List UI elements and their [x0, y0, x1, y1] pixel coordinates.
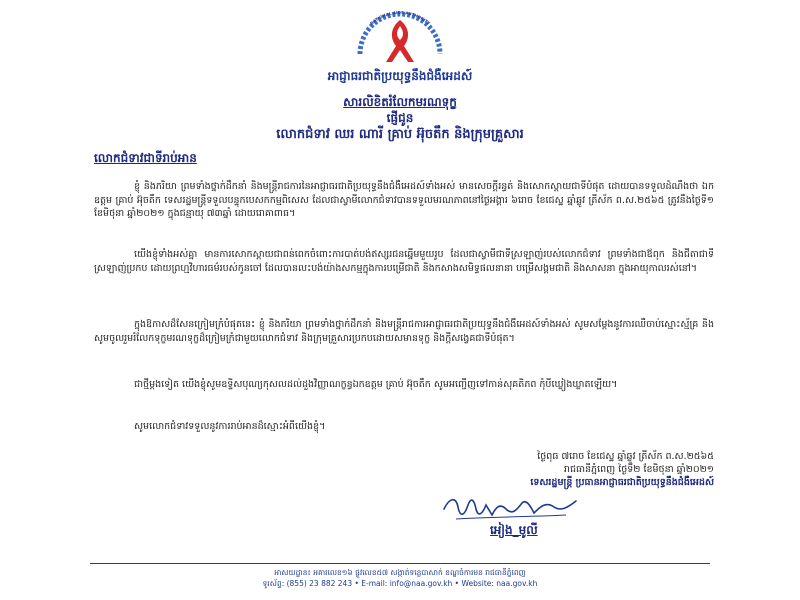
paragraph-text: ជាថ្មីម្តងទៀត យើងខ្ញុំសូមឧទ្ទិសបុណ្យកុសលដល់ដួងវិញ្ញាណក្ខន្ធឯកឧត្តម គ្រាប់ អ៊ុចតឹក សូមអញ្ជើញទៅកាន់សុគតិភព កុំបីឃ្លៀងឃ្លាតឡើយ។ [134, 379, 618, 390]
signer-title: ទេសរដ្ឋមន្រ្តី ប្រធានអាជ្ញាធរជាតិប្រយុទ្ធនឹងជំងឺអេដស៍ [530, 477, 714, 488]
logo-arc-text: NATIONAL AIDS AUTHORITY [368, 9, 432, 26]
organization-logo [340, 6, 460, 66]
paragraph-1 [94, 180, 714, 221]
paragraph-text: ខ្ញុំ និងភរិយា ព្រមទាំងថ្នាក់ដឹកនាំ និងមន្រ្តីរាជការនៃអាជ្ញាធរជាតិប្រយុទ្ធនឹងជំងឺអេដស៍ទាំងអស់ មានសេចក្តីរន្ធត់ និងសោកស្តាយជាទីបំផុត ដោយបានទទួលដំណឹងថា ឯកឧត្តម គ្រាប់ អ៊ុចតឹក ទេសរដ្ឋមន្រ្តីទទួលបន្ទុកបេសកកម្មពិសេស ដែលជាស្វាមីលោកជំទាវបានទទួលមរណភាពនៅថ្ងៃអង្គារ ៦រោច ខែជេស្ឋ ឆ្នាំឆ្លូវ ត្រីស័ក ព.ស.២៥៦៥ ត្រូវនឹងថ្ងៃទី១ ខែមិថុនា ឆ្នាំ២០២១ ក្នុងជន្មាយុ ៧៣ឆ្នាំ ដោយរោគាពាធ។ [94, 181, 714, 219]
footer [0, 567, 800, 589]
letter-title-block [0, 94, 800, 144]
footer-address: អាសយដ្ឋាន៖ អគារលេខ១៦ ផ្លូវលេខ៥៧ សង្កាត់ទន្លេបាសាក់ ខណ្ឌចំការមន រាជធានីភ្នំពេញ [274, 568, 526, 577]
letter-subtitle: ផ្ញើជូន [386, 111, 414, 125]
organization-name: អាជ្ញាធរជាតិប្រយុទ្ធនឹងជំងឺអេដស៍ [327, 69, 473, 83]
date-block [530, 450, 714, 489]
paragraph-4 [94, 378, 714, 392]
paragraph-text: សូមលោកជំទាវទទួលនូវការរាប់អានដ៏ស្មោះអំពីយើងខ្ញុំ។ [134, 421, 326, 432]
footer-divider [90, 563, 710, 564]
salutation: លោកជំទាវជាទីរាប់អាន [94, 151, 197, 165]
footer-contact: ទូរស័ព្ទ: (855) 23 882 243 • E-mail: info@naa.gov.kh • Website: naa.gov.kh [262, 579, 538, 588]
letter-title: សារលិខិតរំលែកមរណទុក្ខ [343, 95, 457, 109]
paragraph-3 [94, 318, 714, 345]
handwritten-signature-icon [436, 487, 586, 527]
paragraph-5 [94, 420, 714, 434]
paragraph-text: យើងខ្ញុំទាំងអស់គ្នា មានការសោកស្តាយជាពន់ពេកចំពោះការបាត់បង់ឥស្សរជនឆ្នើមមួយរូប ដែលជាស្វាមីជាទីស្រឡាញ់របស់លោកជំទាវ ព្រមទាំងជាឪពុក និងជីតាជាទីស្រឡាញ់ប្រកប ដោយព្រហ្មវិហារធម៌របស់កូនចៅ ដែលបានលះបង់យ៉ាងសកម្មក្នុងការបម្រើជាតិ និងកសាងសមិទ្ធផលនានា បម្រើសង្គមជាតិ និងសាសនា ក្នុងអាយុកាលរស់នៅ។ [94, 249, 714, 274]
letter-recipient: លោកជំទាវ ឈរ ណារី គ្រាប់ អ៊ុចតឹក និងក្រុមគ្រួសារ [276, 127, 524, 142]
paragraph-2 [94, 248, 714, 275]
solar-date: រាជធានីភ្នំពេញ ថ្ងៃទី២ ខែមិថុនា ឆ្នាំ២០២១ [563, 464, 714, 475]
signer-name: អៀង_មូលី [490, 523, 538, 537]
paragraph-text: ក្នុងឱកាសដ៏សែនក្រៀមក្រំបំផុតនេះ ខ្ញុំ និងភរិយា ព្រមទាំងថ្នាក់ដឹកនាំ និងមន្រ្តីរាជការអាជ្ញាធរជាតិប្រយុទ្ធនឹងជំងឺអេដស៍ទាំងអស់ សូមសម្តែងនូវការឈឺចាប់ស្មោះស្ម័គ្រ និងសូមចូលរួមរំលែកទុក្ខមរណទុក្ខដ៏ក្រៀមក្រំជាមួយលោកជំទាវ និងក្រុមគ្រួសារប្រកបដោយសមានទុក្ខ និងក្តីសង្វេគជាទីបំផុត។ [94, 319, 714, 344]
red-ribbon-logo-icon [340, 6, 460, 66]
lunar-date: ថ្ងៃពុធ ៧រោច ខែជេស្ឋ ឆ្នាំឆ្លូវ ត្រីស័ក ព.ស.២៥៦៥ [537, 451, 714, 462]
